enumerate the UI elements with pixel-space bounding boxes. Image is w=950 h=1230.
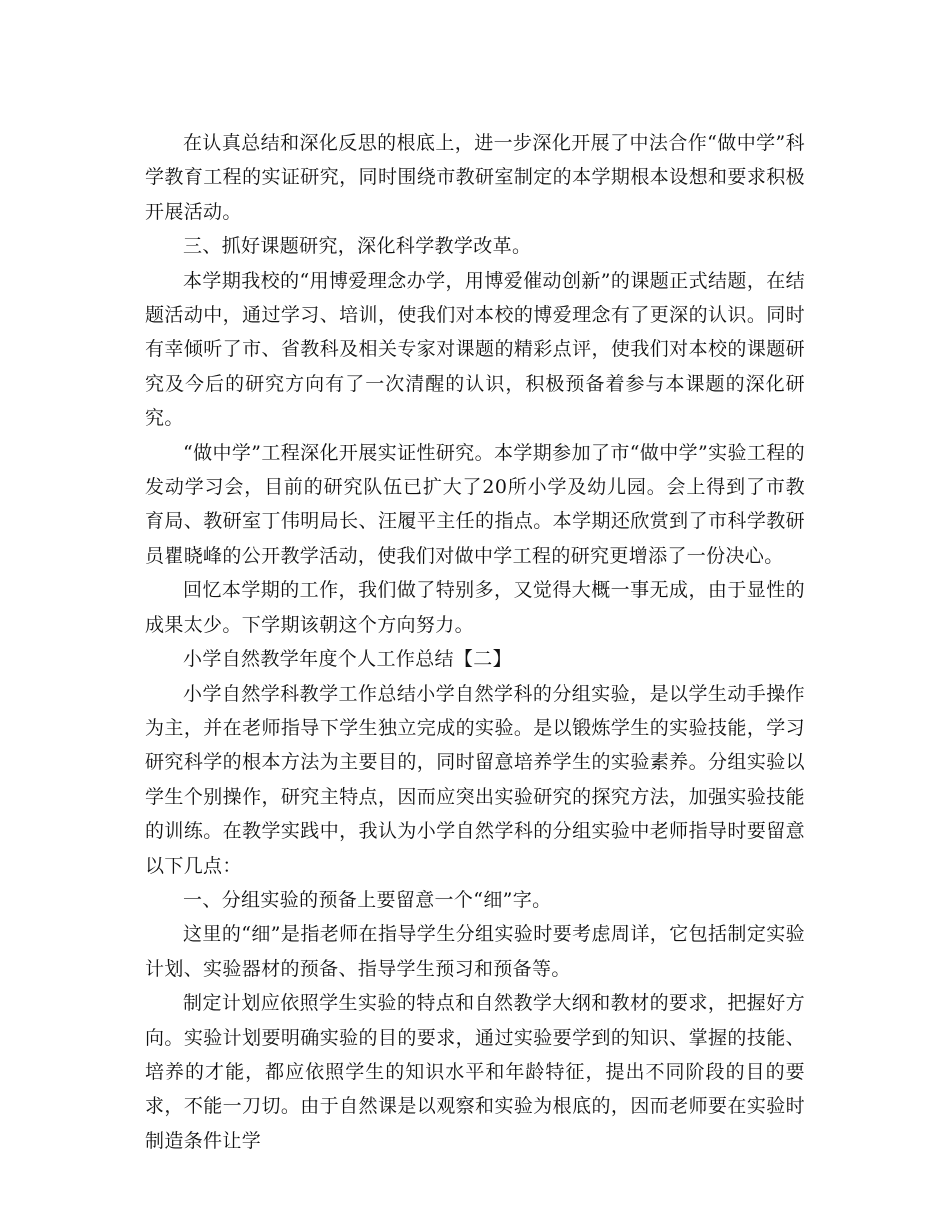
section-heading-one: 一、分组实验的预备上要留意一个“细”字。 [183,888,552,911]
paragraph-learn-by-doing: “做中学”工程深化开展实证性研究。本学期参加了市“做中学”实验工程的发动学习会，目前的研究队伍已扩大了20所小学及幼儿园。会上得到了市教育局、教研室丁伟明局长、汪履平主任的指点。本学期还欣赏到了市科学教研员瞿晓峰的公开教学活动，使我们对做中学工程的研究更增添了一份决心。 [145,441,805,567]
document-body [145,126,805,1158]
paragraph-group-experiment: 小学自然学科教学工作总结小学自然学科的分组实验，是以学生动手操作为主，并在老师指导下学生独立完成的实验。是以锻炼学生的实验技能，学习研究科学的根本方法为主要目的，同时留意培养学生的实验素养。分组实验以学生个别操作，研究主特点，因而应突出实验研究的探究方法，加强实验技能的训练。在教学实践中，我认为小学自然学科的分组实验中老师指导时要留意以下几点： [145,682,805,877]
paragraph-detail-meaning: 这里的“细”是指老师在指导学生分组实验时要考虑周详，它包括制定实验计划、实验器材的预备、指导学生预习和预备等。 [145,923,805,980]
document-subtitle: 小学自然教学年度个人工作总结【二】 [183,648,512,671]
section-heading-three: 三、抓好课题研究，深化科学教学改革。 [183,235,532,258]
paragraph-review: 回忆本学期的工作，我们做了特别多，又觉得大概一事无成，由于显性的成果太少。下学期该朝这个方向努力。 [145,579,805,636]
paragraph-research-topic: 本学期我校的“用博爱理念办学，用博爱催动创新”的课题正式结题，在结题活动中，通过学习、培训，使我们对本校的博爱理念有了更深的认识。同时有幸倾听了市、省教科及相关专家对课题的精彩点评，使我们对本校的课题研究及今后的研究方向有了一次清醒的认识，积极预备着参与本课题的深化研究。 [145,269,805,430]
paragraph-plan: 制定计划应依照学生实验的特点和自然教学大纲和教材的要求，把握好方向。实验计划要明确实验的目的要求，通过实验要学到的知识、掌握的技能、培养的才能，都应依照学生的知识水平和年龄特征，提出不同阶段的目的要求，不能一刀切。由于自然课是以观察和实验为根底的，因而老师要在实验时制造条件让学 [145,992,805,1152]
paragraph-intro: 在认真总结和深化反思的根底上，进一步深化开展了中法合作“做中学”科学教育工程的实证研究，同时围绕市教研室制定的本学期根本设想和要求积极开展活动。 [145,132,805,223]
